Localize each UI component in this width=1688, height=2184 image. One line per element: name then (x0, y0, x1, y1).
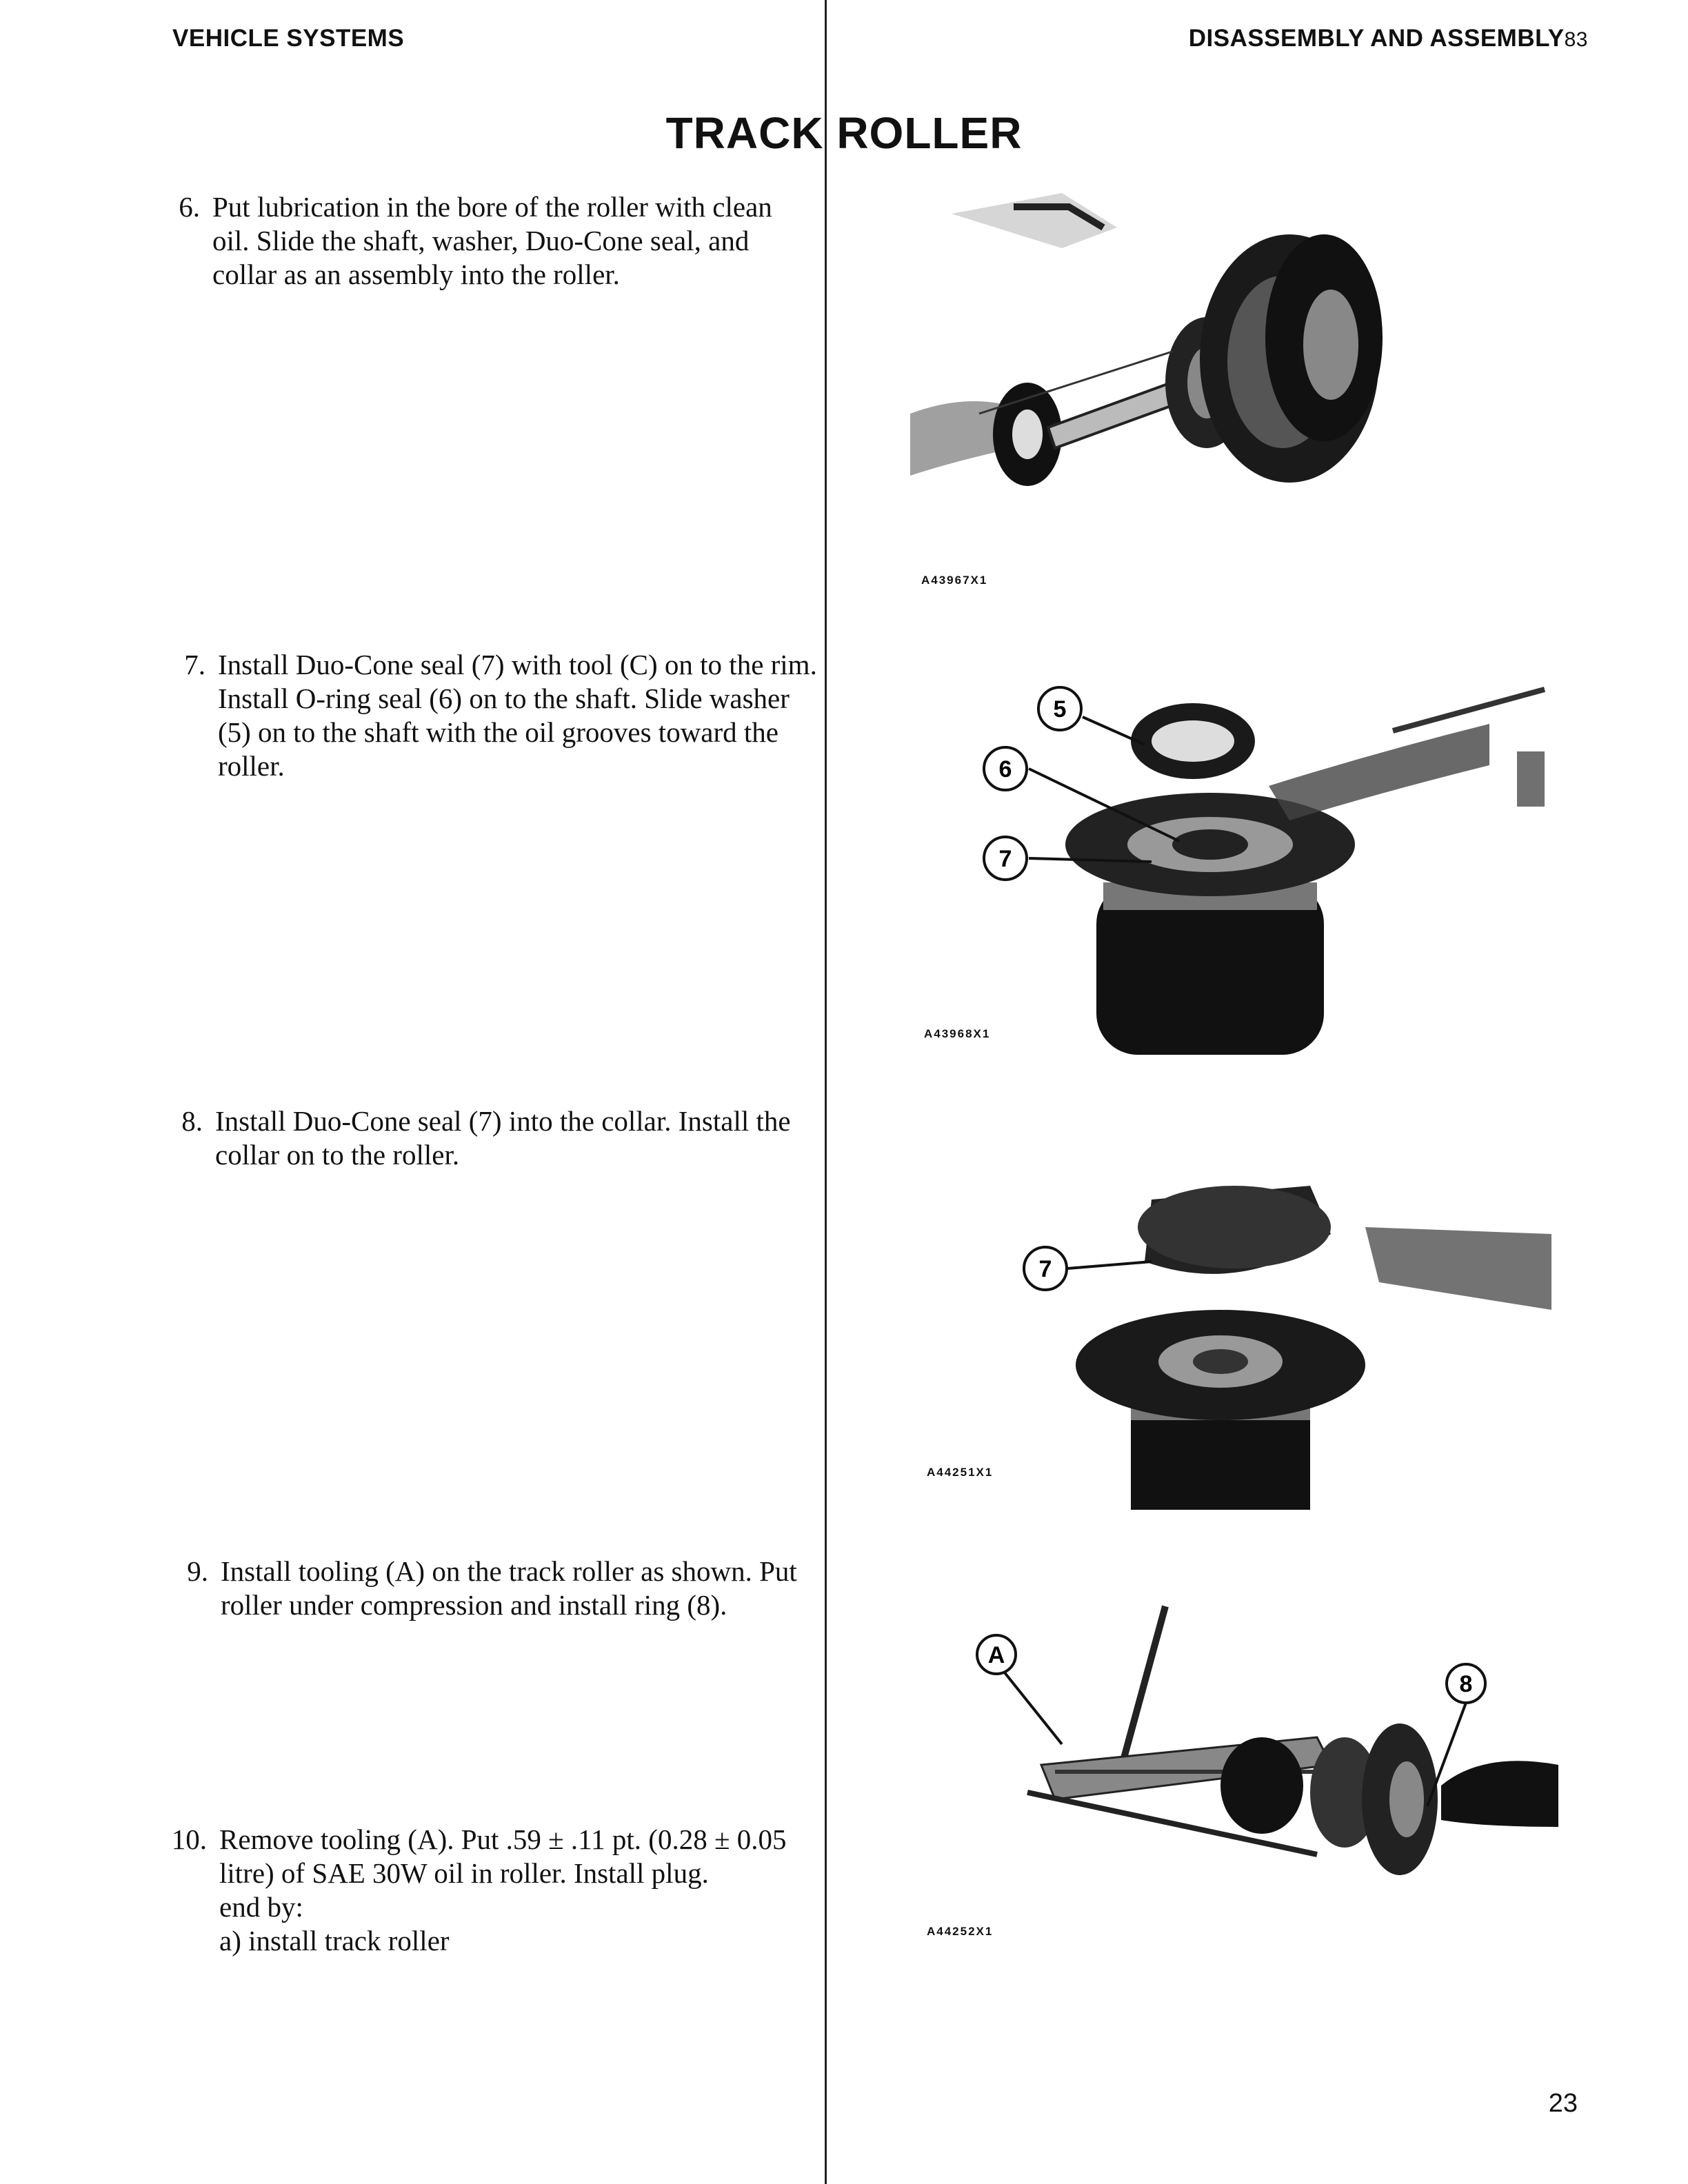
step-number: 7. (184, 649, 205, 680)
page-title: TRACK ROLLER (665, 108, 1023, 158)
step-6 (152, 190, 814, 292)
figure-id: A44252X1 (927, 1925, 994, 1938)
step-number: 9. (187, 1555, 208, 1587)
running-header-code: 83 (1564, 28, 1588, 51)
callout-6-label: 6 (998, 756, 1012, 782)
running-header-right-text: DISASSEMBLY AND ASSEMBLY (1188, 25, 1565, 52)
callout-5-label: 5 (1053, 696, 1067, 722)
step-substep: a) install track roller (219, 1925, 450, 1957)
callout-8-label: 8 (1459, 1671, 1473, 1697)
step-text: Install tooling (A) on the track roller as shown. Put roller under compression and install ring (8). (221, 1555, 797, 1621)
step-text: Install Duo-Cone seal (7) with tool (C) on to the rim. Install O-ring seal (6) on to the shaft. Slide washer (5) on to the shaft with the oil grooves toward the roller. (218, 649, 817, 782)
step-text: Install Duo-Cone seal (7) into the collar. Install the collar on to the roller. (215, 1105, 791, 1171)
page-number: 23 (1548, 2089, 1578, 2118)
callout-7-label: 7 (998, 846, 1012, 872)
center-scan-line (825, 0, 827, 2184)
step-10 (159, 1823, 821, 1958)
step-7 (157, 648, 819, 783)
step-number: 10. (171, 1823, 207, 1855)
figure-collar-seal-photo (1007, 1158, 1572, 1517)
running-header-right (1189, 25, 1588, 52)
callout-A-label: A (987, 1642, 1005, 1668)
running-header-left: VEHICLE SYSTEMS (172, 25, 405, 52)
step-number: 6. (179, 191, 200, 223)
step-text: Put lubrication in the bore of the roller with clean oil. Slide the shaft, washer, Duo-Cone seal, and collar as an assembly into the roller. (212, 191, 772, 290)
figure-roller-shaft-photo (910, 186, 1434, 531)
step-9 (160, 1555, 822, 1622)
figure-seal-install-photo (965, 676, 1558, 1062)
figure-id: A44251X1 (927, 1466, 994, 1479)
step-extra: end by: (219, 1891, 303, 1923)
step-8 (154, 1104, 816, 1172)
figure-tooling-photo (958, 1599, 1565, 1930)
step-number: 8. (181, 1105, 203, 1137)
step-text: Remove tooling (A). Put .59 ± .11 pt. (0.28 ± 0.05 litre) of SAE 30W oil in roller. Install plug. (219, 1823, 787, 1889)
figure-id: A43968X1 (924, 1027, 991, 1040)
callout-7-label: 7 (1038, 1256, 1052, 1282)
figure-id: A43967X1 (921, 574, 988, 587)
